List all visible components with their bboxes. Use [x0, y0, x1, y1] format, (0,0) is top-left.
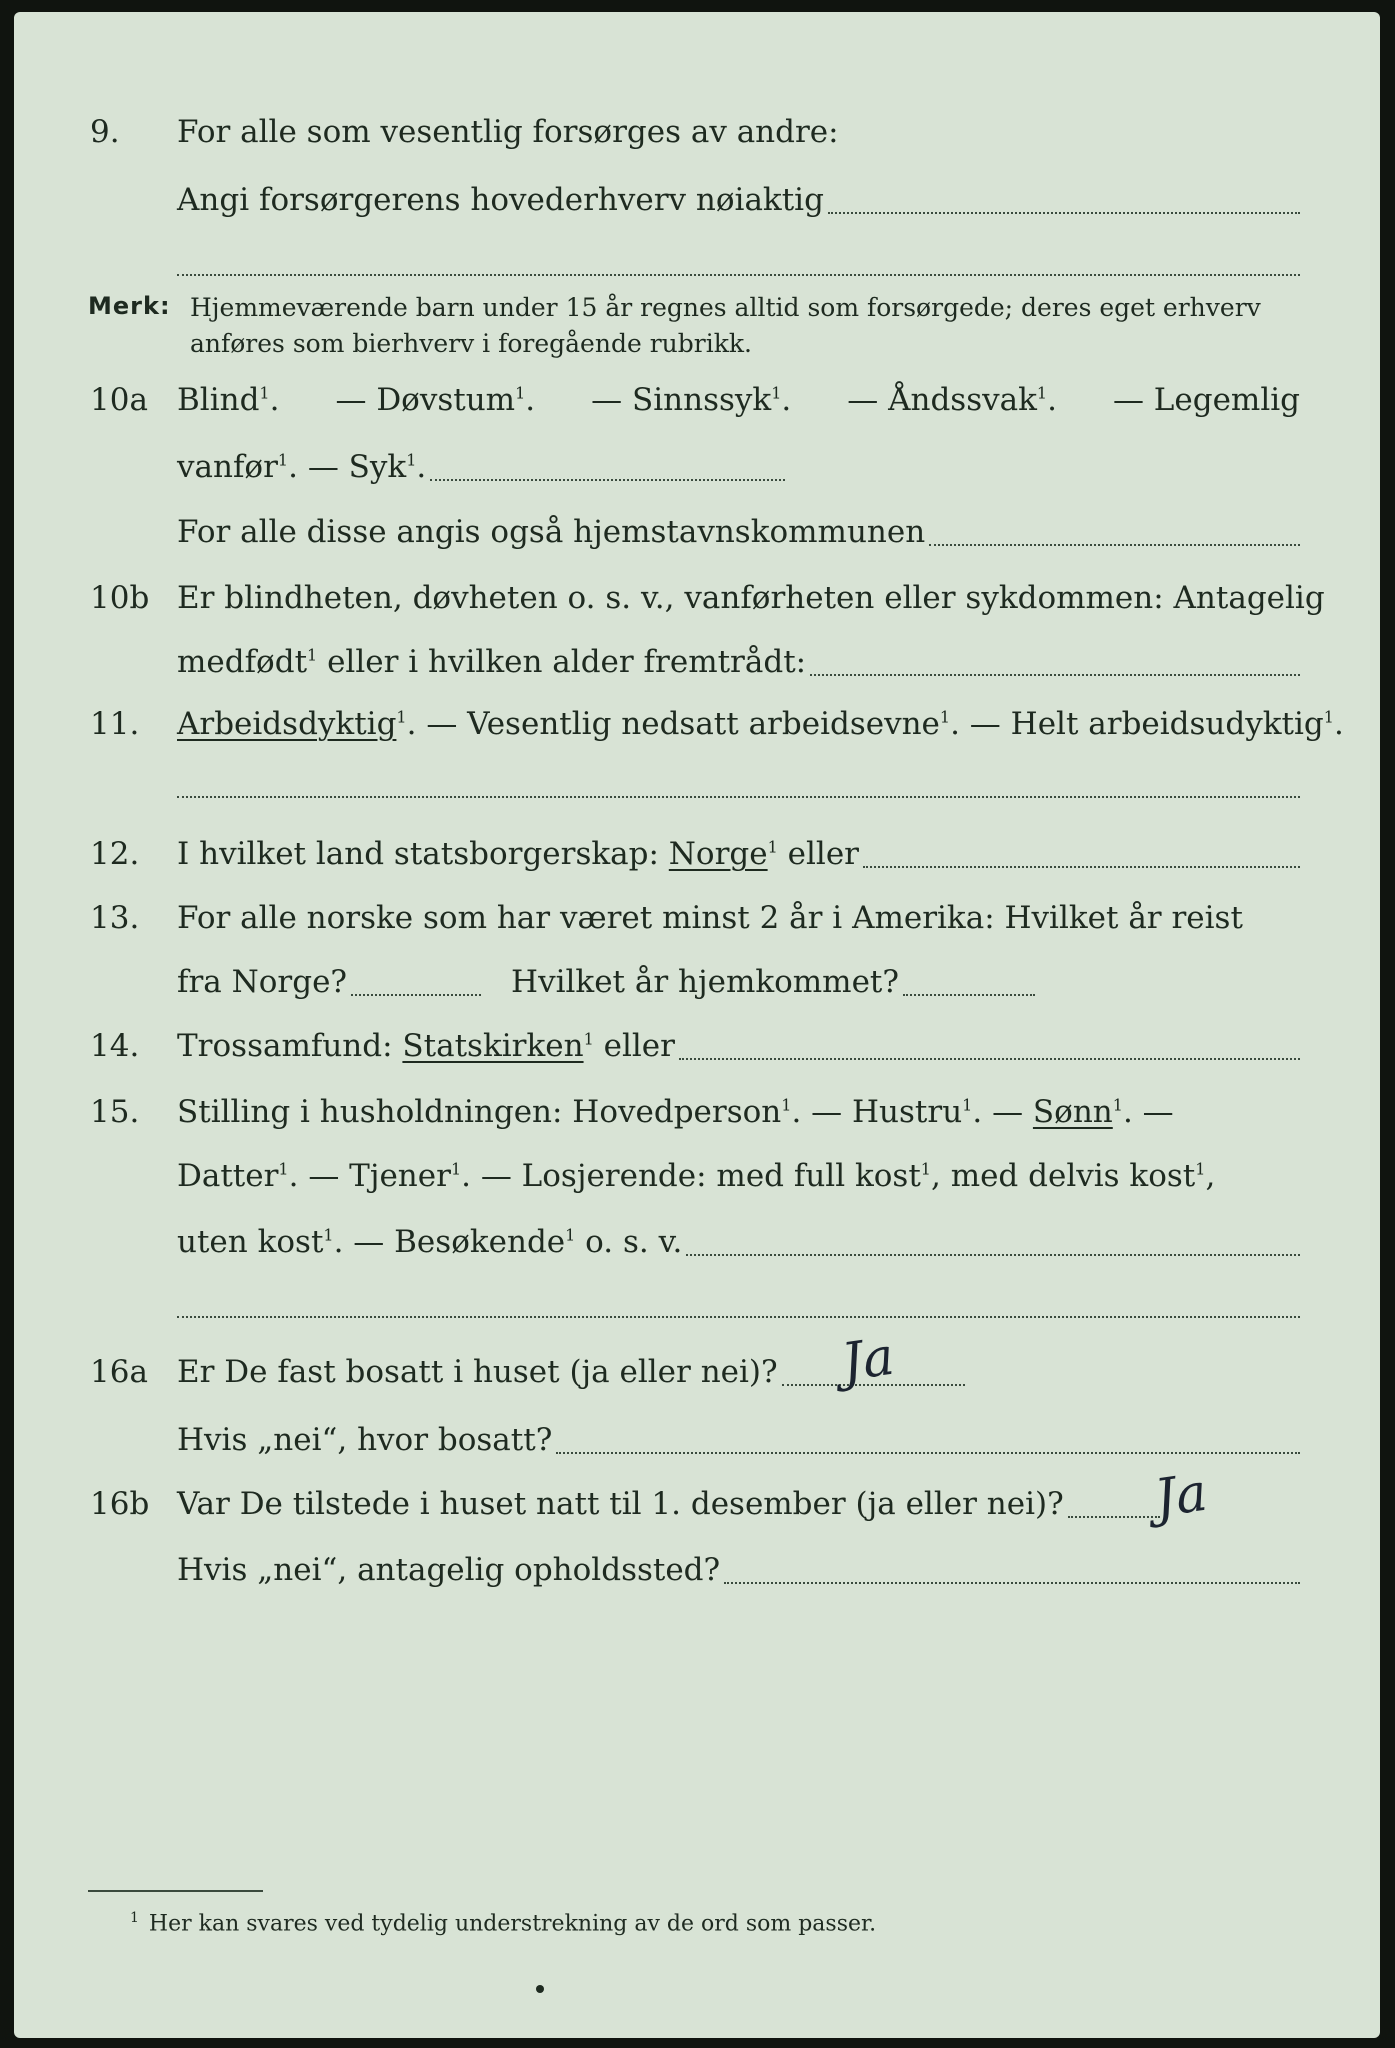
q10b-line2: [177, 642, 1300, 682]
q10a-opt-sinnssyk: — Sinnssyk$^1$.: [591, 382, 792, 418]
q11-line1: [177, 704, 1344, 744]
q16b-line1: [177, 1484, 1160, 1524]
q14-text: Trossamfund: Statskirken$^1$ eller: [177, 1028, 675, 1064]
q16b-answer-field[interactable]: [1068, 1516, 1160, 1518]
q15-line2: [177, 1156, 1300, 1196]
q10a-syk-field[interactable]: [430, 479, 785, 481]
q10b-line1-text: Er blindheten, døvheten o. s. v., vanførheten eller sykdommen: Antagelig: [177, 580, 1325, 616]
q13-hjemkommet-field[interactable]: [903, 994, 1035, 996]
q10a-line3-text: For alle disse angis også hjemstavnskommunen: [177, 514, 926, 550]
q13-reist-field[interactable]: [351, 994, 481, 996]
q14-line1: [177, 1026, 1300, 1066]
q11-number: 11.: [90, 706, 140, 742]
q15-number: 15.: [90, 1094, 140, 1130]
q15-line2-text: Datter$^1$. — Tjener$^1$. — Losjerende: med full kost$^1$, med delvis kost$^1$,: [177, 1158, 1216, 1194]
q10b-number: 10b: [90, 580, 150, 616]
q10a-line2: [177, 447, 785, 487]
q10a-opt-andssvak: — Åndssvak$^1$.: [847, 382, 1057, 418]
q9-answer-field[interactable]: [828, 212, 1300, 214]
q16b-line1-text: Var De tilstede i huset natt til 1. desember (ja eller nei)?: [177, 1486, 1064, 1522]
q10a-hjemstavn-field[interactable]: [929, 544, 1300, 546]
q12-line1: [177, 834, 1300, 874]
q15-line1-text: Stilling i husholdningen: Hovedperson$^1$. — Hustru$^1$. — Sønn$^1$. —: [177, 1094, 1174, 1130]
merk-line2: anføres som bierhverv i foregående rubrikk.: [190, 329, 752, 358]
q9-extra-blank-line[interactable]: [177, 274, 1300, 276]
q10a-opt-legemlig: — Legemlig: [1112, 382, 1300, 418]
q13-reist-label: fra Norge?: [177, 964, 348, 1000]
q16a-bosatt-field[interactable]: [556, 1452, 1300, 1454]
q10b-answer-field[interactable]: [810, 674, 1300, 676]
q10b-line1: [177, 578, 1325, 618]
q12-text: I hvilket land statsborgerskap: Norge$^1$ eller: [177, 836, 859, 872]
q12-opt-norge[interactable]: Norge: [668, 836, 768, 872]
q9-line2-text: Angi forsørgerens hovederhverv nøiaktig: [177, 182, 824, 218]
q12-answer-field[interactable]: [863, 866, 1300, 868]
q16b-handwritten-answer: Ja: [1151, 1462, 1211, 1530]
q16a-handwritten-answer: Ja: [838, 1326, 898, 1394]
q13-line1: [177, 898, 1300, 938]
q16a-line1-text: Er De fast bosatt i huset (ja eller nei)?: [177, 1354, 778, 1390]
q16a-line2: [177, 1420, 1300, 1460]
merk-line1: Hjemmeværende barn under 15 år regnes alltid som forsørgede; deres eget erhverv: [190, 293, 1261, 322]
q10a-number: 10a: [90, 382, 148, 418]
q16b-number: 16b: [90, 1486, 150, 1522]
q10a-opt-blind: Blind$^1$.: [177, 382, 280, 418]
q10a-opt-dovstum: — Døvstum$^1$.: [335, 382, 536, 418]
q10a-opt-vanfor: vanfør$^1$. — Syk$^1$.: [177, 449, 427, 485]
q9-line1-text: For alle som vesentlig forsørges av andre:: [177, 114, 839, 150]
q13-hjemkommet-label: Hvilket år hjemkommet?: [511, 964, 900, 1000]
q16a-number: 16a: [90, 1354, 148, 1390]
q9-number: 9.: [90, 114, 120, 150]
q9-line1: [177, 112, 1300, 152]
q10a-line1: [177, 380, 1300, 420]
q11-opt-arbeidsdyktig[interactable]: Arbeidsdyktig: [177, 706, 397, 742]
page-dot: [536, 1985, 544, 1993]
footnote: [130, 1903, 876, 1939]
footnote-text: Her kan svares ved tydelig understrekning av de ord som passer.: [148, 1911, 877, 1937]
q15-line3: [177, 1222, 1300, 1262]
q15-answer-field[interactable]: [686, 1254, 1300, 1256]
q14-opt-statskirken[interactable]: Statskirken: [402, 1028, 584, 1064]
q11-opt-nedsatt[interactable]: . — Vesentlig nedsatt arbeidsevne: [406, 706, 940, 742]
q15-extra-blank-line[interactable]: [177, 1316, 1300, 1318]
q10b-line2-text: medfødt$^1$ eller i hvilken alder fremtrådt:: [177, 644, 807, 680]
q14-number: 14.: [90, 1028, 140, 1064]
q10a-line3: [177, 512, 1300, 552]
q11-options: Arbeidsdyktig$^1$. — Vesentlig nedsatt arbeidsevne$^1$. — Helt arbeidsudyktig$^1$.: [177, 706, 1344, 742]
q16b-line2-text: Hvis „nei“, antagelig opholdssted?: [177, 1552, 721, 1588]
q16b-line2: [177, 1550, 1300, 1590]
q11-opt-udyktig[interactable]: . — Helt arbeidsudyktig: [950, 706, 1324, 742]
q16b-opholdssted-field[interactable]: [724, 1582, 1300, 1584]
q11-extra-blank-line[interactable]: [177, 796, 1300, 798]
q15-line3-text: uten kost$^1$. — Besøkende$^1$ o. s. v.: [177, 1224, 683, 1260]
footnote-mark: 1: [130, 1910, 139, 1926]
q15-opt-sonn[interactable]: Sønn: [1032, 1094, 1113, 1130]
q13-number: 13.: [90, 900, 140, 936]
q14-answer-field[interactable]: [679, 1058, 1300, 1060]
q15-line1: [177, 1092, 1300, 1132]
q13-line2: [177, 962, 1035, 1002]
q9-line2: [177, 180, 1300, 220]
q16a-line2-text: Hvis „nei“, hvor bosatt?: [177, 1422, 553, 1458]
q12-number: 12.: [90, 836, 140, 872]
merk-label: Merk:: [88, 292, 171, 320]
q13-line1-text: For alle norske som har været minst 2 år i Amerika: Hvilket år reist: [177, 900, 1243, 936]
footnote-rule: [88, 1890, 263, 1892]
